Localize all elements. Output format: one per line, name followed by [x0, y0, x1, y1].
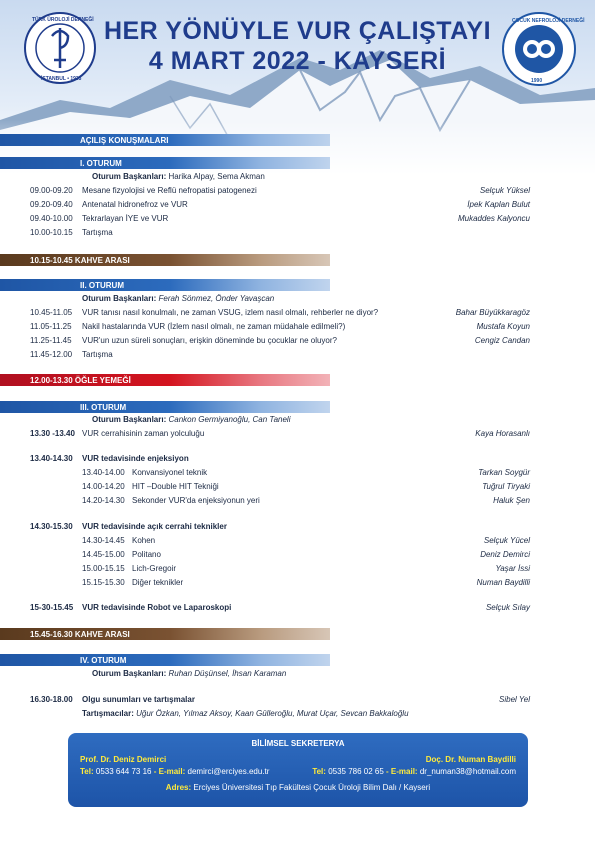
schedule-topic: VUR tedavisinde Robot ve Laparoskopi [82, 603, 232, 612]
email-label: - E-mail: [386, 767, 418, 776]
coffee-break-label-2: 15.45-16.30 KAHVE ARASI [30, 629, 130, 639]
schedule-time: 15-30-15.45 [30, 603, 74, 612]
schedule-topic: Tartışma [82, 228, 113, 237]
schedule-speaker: Selçuk Sılay [485, 603, 530, 612]
schedule-time: 10.45-11.05 [30, 308, 73, 317]
schedule-topic: Konvansiyonel teknik [132, 468, 208, 477]
session-2-label: II. OTURUM [80, 280, 124, 290]
email-link[interactable]: dr_numan38@hotmail.com [419, 767, 516, 776]
event-date-location: 4 MART 2022 - KAYSERİ [148, 47, 447, 75]
schedule-time: 09.00-09.20 [30, 186, 73, 195]
address-label: Adres: [165, 783, 192, 792]
logo-right-text-top: ÇOCUK NEFROLOJİ DERNEĞİ [512, 18, 585, 24]
email-label: - E-mail: [153, 767, 186, 776]
schedule-topic: Tekrarlayan İYE ve VUR [82, 214, 169, 223]
schedule-topic: VUR tanısı nasıl konulmalı, ne zaman VSUG, izlem nasıl olmalı, rehberler ne diyor? [82, 308, 379, 317]
schedule-time: 14.30-14.45 [82, 536, 125, 545]
schedule-topic: Politano [132, 550, 161, 559]
schedule-topic: HIT –Double HIT Tekniği [132, 482, 219, 491]
schedule-speaker: Cengiz Candan [474, 336, 530, 345]
session-2-chairs [82, 294, 274, 304]
schedule-time: 13.40-14.00 [82, 468, 125, 477]
schedule-topic: Nakil hastalarında VUR (İzlem nasıl olmalı, ne zaman müdahale edilmeli?) [82, 322, 346, 331]
schedule-time: 11.05-11.25 [30, 322, 72, 331]
schedule-time: 11.45-12.00 [30, 350, 73, 359]
schedule-time: 14.00-14.20 [82, 482, 125, 491]
schedule-speaker: Deniz Demirci [480, 550, 530, 559]
schedule-time: 09.40-10.00 [30, 214, 73, 223]
secretariat-address [68, 783, 528, 793]
schedule-speaker: Tarkan Soygür [478, 468, 530, 477]
schedule-topic: VUR'un uzun süreli sonuçları, erişkin döneminde bu çocuklar ne oluyor? [82, 336, 337, 345]
session-4-label: IV. OTURUM [80, 655, 127, 665]
schedule-topic: Tartışma [82, 350, 113, 359]
lunch-bar [0, 374, 330, 386]
scientific-secretariat-box [68, 733, 528, 807]
session-3-label: III. OTURUM [80, 402, 127, 412]
schedule-speaker: Haluk Şen [493, 496, 530, 505]
schedule-speaker: Tuğrul Tiryaki [482, 482, 530, 491]
schedule-speaker: Kaya Horasanlı [475, 429, 530, 438]
tel-label: Tel: [312, 767, 326, 776]
cocuk-nefroloji-dernegi-logo [502, 12, 585, 86]
session-4-bar [0, 654, 330, 666]
coffee-break-bar-1 [0, 254, 330, 266]
schedule-topic: VUR cerrahisinin zaman yolculuğu [82, 429, 205, 438]
schedule-time: 14.20-14.30 [82, 496, 125, 505]
chairs-label: Oturum Başkanları: [92, 415, 167, 424]
chairs-label: Oturum Başkanları: [92, 172, 167, 181]
schedule-speaker: Selçuk Yücel [483, 536, 530, 545]
secretariat-right-name: Doç. Dr. Numan Baydilli [425, 755, 516, 764]
session-4-chairs [92, 669, 286, 679]
block-title: VUR tedavisinde açık cerrahi teknikler [82, 522, 227, 531]
chairs-names: Harika Alpay, Sema Akman [168, 172, 265, 181]
tel-value: 0535 786 02 65 [328, 767, 384, 776]
opening-speeches-bar [0, 134, 330, 146]
discussants-label: Tartışmacılar: [82, 709, 134, 718]
block-title: VUR tedavisinde enjeksiyon [82, 454, 189, 463]
schedule-time: 11.25-11.45 [30, 336, 72, 345]
discussants-names: Uğur Özkan, Yılmaz Aksoy, Kaan Gülleroğlu, Murat Uçar, Sevcan Bakkaloğlu [136, 709, 409, 718]
email-link[interactable]: demirci@erciyes.edu.tr [187, 767, 270, 776]
schedule-speaker: Mukaddes Kalyoncu [457, 214, 530, 223]
schedule-speaker: Selçuk Yüksel [479, 186, 530, 195]
tel-label: Tel: [80, 767, 94, 776]
opening-speeches-label: AÇILIŞ KONUŞMALARI [80, 135, 169, 145]
secretariat-left-name: Prof. Dr. Deniz Demirci [80, 755, 167, 764]
session-1-label: I. OTURUM [80, 158, 122, 168]
coffee-break-bar-2 [0, 628, 330, 640]
secretariat-right-contact [68, 767, 516, 777]
schedule-topic: Sekonder VUR'da enjeksiyonun yeri [132, 496, 260, 505]
lunch-label: 12.00-13.30 ÖĞLE YEMEĞİ [30, 375, 131, 385]
chairs-names: Cankon Germiyanoğlu, Can Taneli [168, 415, 291, 424]
schedule-time: 16.30-18.00 [30, 695, 73, 704]
schedule-topic: Lich-Gregoir [132, 564, 177, 573]
schedule-speaker: Numan Baydilli [476, 578, 530, 587]
schedule-time: 09.20-09.40 [30, 200, 73, 209]
schedule-topic: Kohen [132, 536, 156, 545]
schedule-speaker: Bahar Büyükkaragöz [455, 308, 530, 317]
schedule-topic: Antenatal hidronefroz ve VUR [82, 200, 188, 209]
session-3-chairs [92, 415, 290, 425]
event-title: HER YÖNÜYLE VUR ÇALIŞTAYI [103, 17, 492, 45]
session-2-bar [0, 279, 330, 291]
schedule-time: 14.45-15.00 [82, 550, 125, 559]
discussants-line [82, 709, 409, 719]
session-1-chairs [92, 172, 265, 182]
session-1-bar [0, 157, 330, 169]
schedule-topic: Diğer teknikler [132, 578, 184, 587]
schedule-time: 15.00-15.15 [82, 564, 125, 573]
schedule-time: 10.00-10.15 [30, 228, 73, 237]
schedule-topic: Olgu sunumları ve tartışmalar [82, 695, 195, 704]
logo-left-text-top: TÜRK ÜROLOJİ DERNEĞİ [32, 17, 94, 23]
logo-right-text-bottom: 1990 [531, 78, 543, 84]
turk-uroloji-dernegi-logo [24, 12, 96, 84]
schedule-speaker: Sibel Yel [499, 695, 530, 704]
schedule-time: 13.30 -13.40 [30, 429, 75, 438]
schedule-speaker: Mustafa Koyun [476, 322, 530, 331]
schedule-speaker: İpek Kaplan Bulut [467, 200, 530, 209]
logo-left-text-bottom: İSTANBUL • 1933 [41, 76, 82, 82]
secretariat-heading: BİLİMSEL SEKRETERYA [251, 739, 345, 748]
schedule-speaker: Yaşar İssi [495, 564, 530, 573]
coffee-break-label-1: 10.15-10.45 KAHVE ARASI [30, 255, 130, 265]
block-time: 14.30-15.30 [30, 522, 73, 531]
chairs-label: Oturum Başkanları: [92, 669, 167, 678]
chairs-names: Ferah Sönmez, Önder Yavaşcan [158, 294, 275, 303]
session-3-bar [0, 401, 330, 413]
tel-value: 0533 644 73 16 [95, 767, 152, 776]
address-value: Erciyes Üniversitesi Tıp Fakültesi Çocuk Üroloji Bilim Dalı / Kayseri [193, 783, 431, 792]
schedule-topic: Mesane fizyolojisi ve Reflü nefropatisi patogenezi [82, 186, 257, 195]
block-time: 13.40-14.30 [30, 454, 73, 463]
schedule-time: 15.15-15.30 [82, 578, 125, 587]
chairs-names: Ruhan Düşünsel, İhsan Karaman [168, 669, 287, 678]
chairs-label: Oturum Başkanları: [82, 294, 157, 303]
